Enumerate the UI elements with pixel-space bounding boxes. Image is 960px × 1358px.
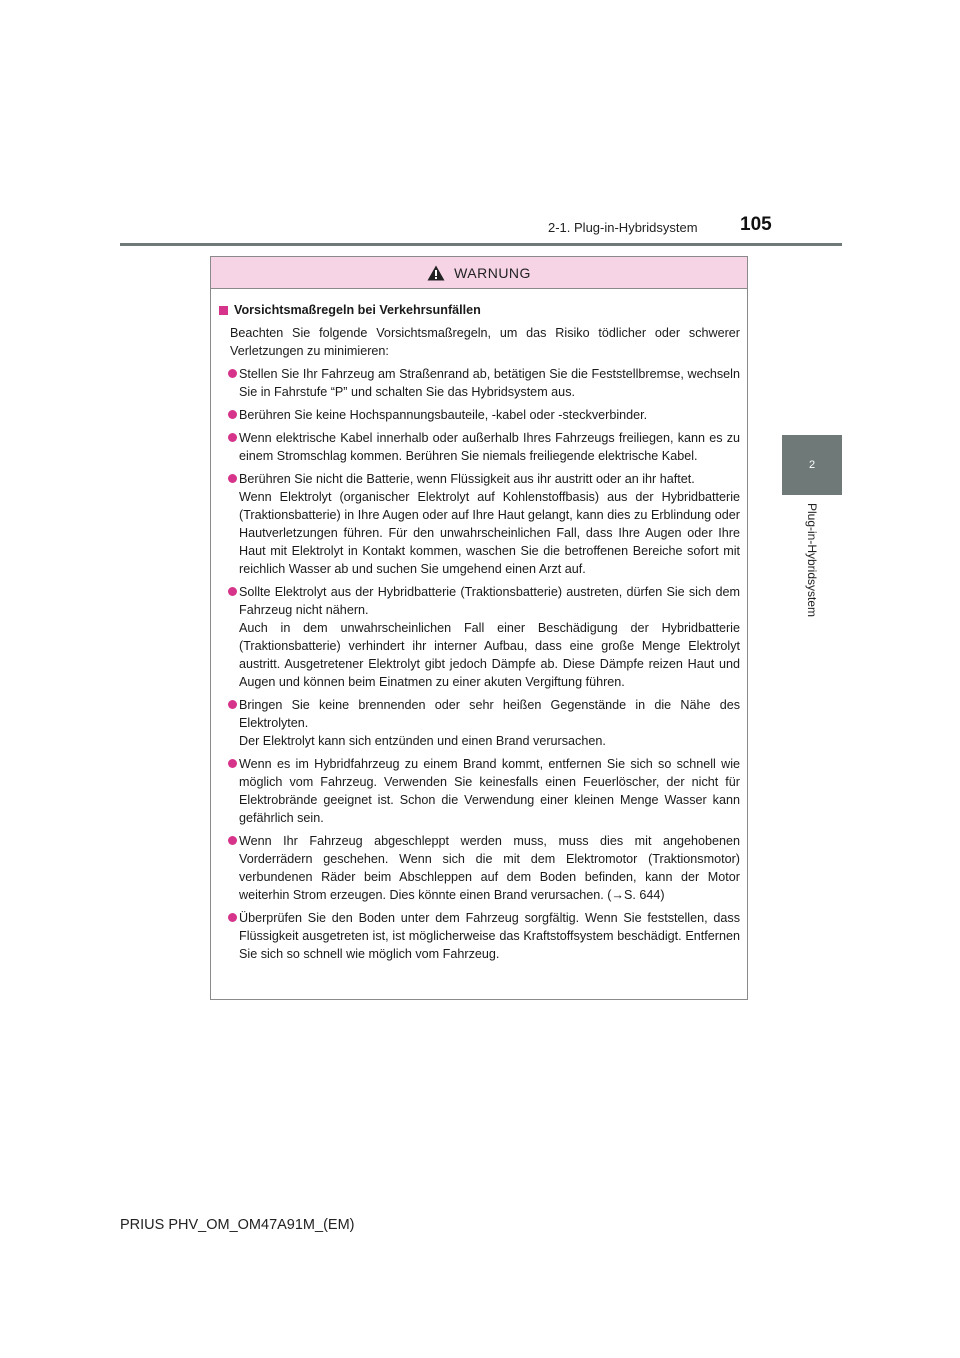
warning-item-text: Überprüfen Sie den Boden unter dem Fahrzeug sorgfältig. Wenn Sie feststellen, dass Flüssigkeit ausgetreten ist, ist möglicherweise das Kraftstoffsystem beschädigt. Entfernen Sie sich so schnell wie möglich vom Fahrzeug.: [239, 911, 740, 961]
chapter-number: 2: [808, 459, 816, 471]
bullet-dot-icon: [228, 433, 237, 442]
warning-item: [219, 832, 740, 904]
warning-item-text: Wenn Ihr Fahrzeug abgeschleppt werden muss, muss dies mit angehobenen Vorderrädern geschehen. Wenn sich die mit dem Elektromotor (Traktionsmotor) verbundenen Räder beim Abschleppen auf dem Boden befinden, kann der Motor weiterhin Strom erzeugen. Dies könnte einen Brand verursachen. (→S. 644): [239, 834, 740, 902]
warning-item: [219, 406, 740, 424]
warning-title: WARNUNG: [454, 264, 531, 281]
warning-item-text: Bringen Sie keine brennenden oder sehr heißen Gegenstände in die Nähe des Elektrolyten.: [239, 698, 740, 730]
warning-item-text: Wenn es im Hybridfahrzeug zu einem Brand kommt, entfernen Sie sich so schnell wie möglich vom Fahrzeug. Verwenden Sie keinesfalls einen Feuerlöscher, der nicht für Elektrobrände geeignet ist. Schon die Verwendung einer kleinen Menge Wasser kann gefährlich sein.: [239, 757, 740, 825]
header-divider: [120, 243, 842, 246]
warning-item-text: Sollte Elektrolyt aus der Hybridbatterie (Traktionsbatterie) austreten, dürfen Sie sich dem Fahrzeug nicht nähern.: [239, 585, 740, 617]
section-heading: [219, 301, 740, 319]
warning-triangle-icon: [427, 265, 445, 281]
warning-item: [219, 470, 740, 578]
chapter-tab[interactable]: [782, 435, 842, 495]
bullet-dot-icon: [228, 700, 237, 709]
bullet-dot-icon: [228, 759, 237, 768]
warning-body: [211, 289, 747, 963]
warning-item-text: Berühren Sie keine Hochspannungsbauteile, -kabel oder -steckverbinder.: [239, 408, 648, 422]
bullet-dot-icon: [228, 369, 237, 378]
warning-item: [219, 583, 740, 691]
document-code: PRIUS PHV_OM_OM47A91M_(EM): [120, 1217, 355, 1233]
warning-list: [219, 365, 740, 963]
chapter-title-vertical: Plug-in-Hybridsystem: [805, 502, 819, 618]
bullet-dot-icon: [228, 587, 237, 596]
bullet-dot-icon: [228, 836, 237, 845]
header-section-title: 2-1. Plug-in-Hybridsystem: [548, 220, 698, 235]
section-square-icon: [219, 306, 228, 315]
warning-header: [211, 257, 747, 289]
warning-item-text: Stellen Sie Ihr Fahrzeug am Straßenrand ab, betätigen Sie die Feststellbremse, wechseln Sie in Fahrstufe “P” und schalten Sie das Hybridsystem aus.: [239, 367, 740, 399]
warning-item-text: Wenn Elektrolyt (organischer Elektrolyt auf Kohlenstoffbasis) aus der Hybridbatterie (Traktionsbatterie) in Ihre Augen oder auf Ihre Haut gelangt, kann dies zu Erblindung oder Hautverletzungen führen. Für den unwahrscheinlichen Fall, dass Ihre Augen oder Ihre Haut mit Elektrolyt in Kontakt kommen, waschen Sie die betroffenen Bereiche sofort mit reichlich Wasser ab und suchen Sie umgehend einen Arzt auf.: [239, 490, 740, 576]
intro-text: Beachten Sie folgende Vorsichtsmaßregeln, um das Risiko tödlicher oder schwerer Verletzungen zu minimieren:: [230, 326, 740, 358]
warning-item-text: Wenn elektrische Kabel innerhalb oder außerhalb Ihres Fahrzeugs freiliegen, kann es zu einem Stromschlag kommen. Berühren Sie niemals freiliegende elektrische Kabel.: [239, 431, 740, 463]
warning-item: [219, 365, 740, 401]
bullet-dot-icon: [228, 410, 237, 419]
bullet-dot-icon: [228, 474, 237, 483]
warning-item-text: Berühren Sie nicht die Batterie, wenn Flüssigkeit aus ihr austritt oder an ihr haftet.: [239, 472, 695, 486]
bullet-dot-icon: [228, 913, 237, 922]
warning-item: [219, 755, 740, 827]
section-title: Vorsichtsmaßregeln bei Verkehrsunfällen: [234, 303, 481, 317]
page-number: 105: [740, 214, 772, 235]
warning-item: [219, 909, 740, 963]
warning-box: [210, 256, 748, 1000]
warning-item-text: Auch in dem unwahrscheinlichen Fall einer Beschädigung der Hybridbatterie (Traktionsbatterie) verhindert ihr interner Aufbau, dass eine große Menge Elektrolyt austritt. Ausgetretener Elektrolyt gibt jedoch Dämpfe ab. Diese Dämpfe reizen Haut und Augen und können beim Einatmen zu einer akuten Vergiftung führen.: [239, 621, 740, 689]
warning-item: [219, 696, 740, 750]
warning-item-text: Der Elektrolyt kann sich entzünden und einen Brand verursachen.: [239, 734, 606, 748]
warning-item: [219, 429, 740, 465]
